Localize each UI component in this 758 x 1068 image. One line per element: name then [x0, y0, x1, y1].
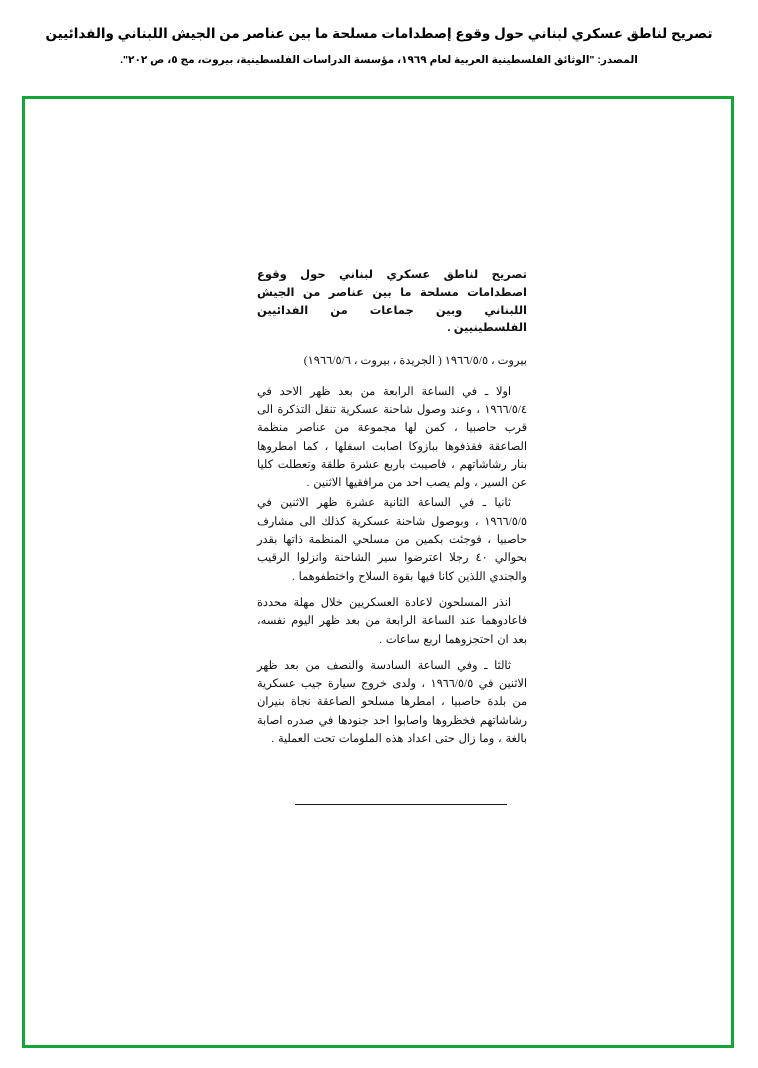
- document-dateline: بيروت ، ١٩٦٦/٥/٥ ( الجريدة ، بيروت ، ١٩٦٦/٥/٦): [303, 355, 527, 368]
- scanned-page-frame: [22, 96, 734, 1048]
- document-heading: تصريح لناطق عسكري لبناني حول وقوع اصطدامات مسلحة ما بين عناصر من الجيش اللبناني وبين جماعات من الفدائيين الفلسطينيين .: [257, 269, 527, 335]
- document-paragraph: ثانيا ـ في الساعة الثانية عشرة ظهر الاثنين في ١٩٦٦/٥/٥ ، وبوصول شاحنة عسكرية كذلك الى مشارف حاصبيا ، فوجئت بكمين من مسلحي المنظمة ذاتها بقدر بحوالي ٤٠ رجلا اعترضوا سير الشاحنة وانزلوا الرقيب والجندي اللذين كانا فيها بقوة السلاح واختطفوهما .: [257, 497, 528, 583]
- page-header: [0, 0, 758, 69]
- horizontal-divider: [295, 804, 507, 805]
- document-paragraph: اولا ـ في الساعة الرابعة من بعد ظهر الاحد في ١٩٦٦/٥/٤ ، وعند وصول شاحنة عسكرية تنقل التذكرة الى قرب حاصبيا ، كمن لها مجموعة من عناصر منظمة الصاعقة فقذفوها ببازوكا اصابت اسفلها ، كما امطروها بنار رشاشاتهم ، فاصيبت باربع عشرة طلقة وتعطلت كليا عن السير ، ولم يصب احد من مرافقيها الاثنين .: [257, 385, 527, 490]
- scanned-document-text: [257, 267, 527, 750]
- document-paragraph: انذر المسلحون لاعادة العسكريين خلال مهلة محددة فاعادوهما عند الساعة الرابعة من بعد ظهر اليوم نفسه، بعد ان احتجزوهما اربع ساعات .: [257, 596, 527, 646]
- page-title: تصريح لناطق عسكري لبناني حول وقوع إصطدامات مسلحة ما بين عناصر من الجيش اللبناني والفدائيين: [45, 26, 713, 41]
- page-source-line: المصدر: "الوثائق الفلسطينية العربية لعام ١٩٦٩، مؤسسة الدراسات الفلسطينية، بيروت، مج ٥، ص ٢٠٢".: [120, 54, 638, 67]
- document-paragraph: ثالثا ـ وفي الساعة السادسة والنصف من بعد ظهر الاثنين في ١٩٦٦/٥/٥ ، ولدى خروج سيارة جيب عسكرية من بلدة حاصبيا ، امطرها مسلحو الصاعقة نجاة بنيران رشاشاتهم فخظروها واصابوا احد جنودها في صدره اصابة بالغة ، وما زال حتى اعداد هذه الملومات تحت العملية .: [257, 659, 527, 745]
